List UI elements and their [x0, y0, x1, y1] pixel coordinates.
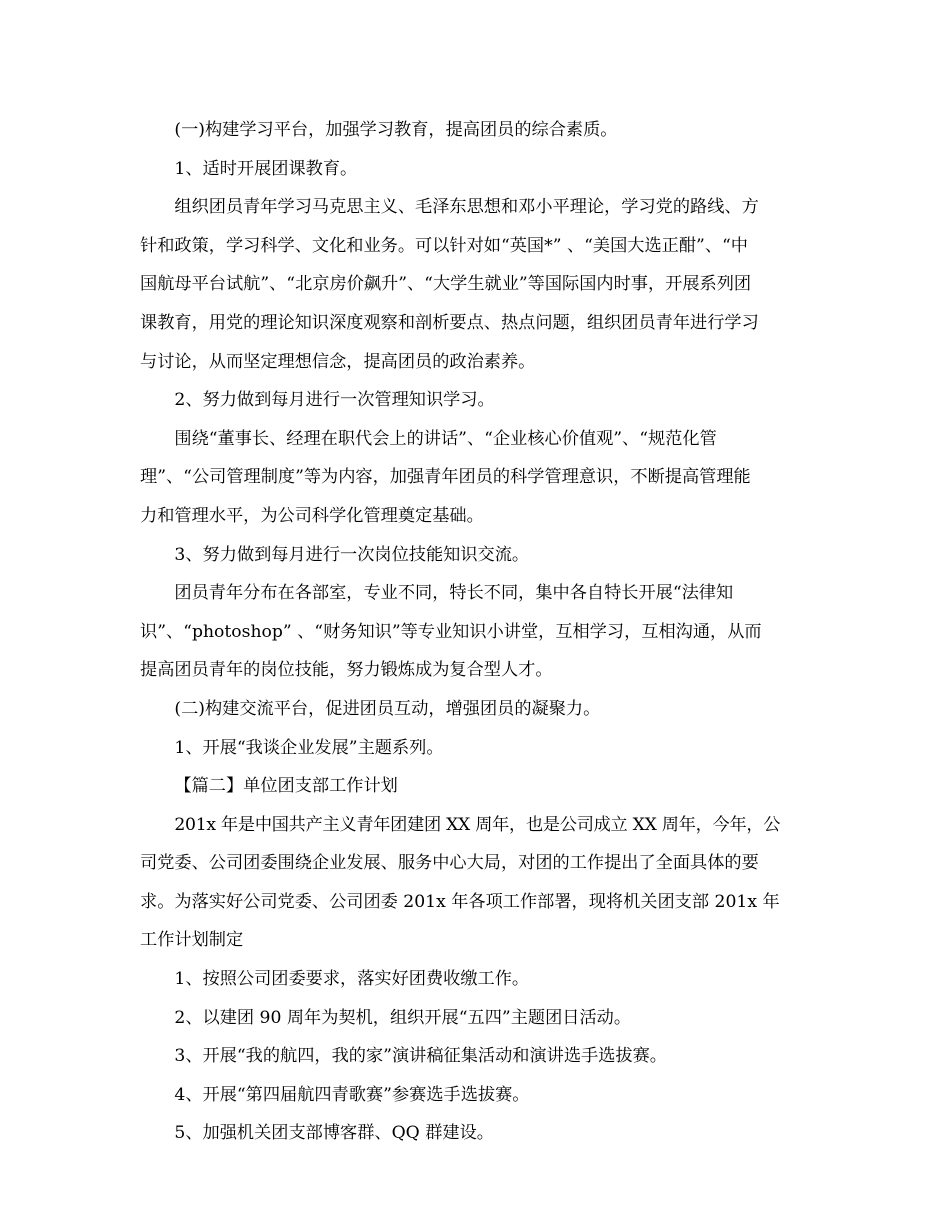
paragraph	[140, 1076, 815, 1115]
paragraph	[140, 188, 815, 381]
paragraph	[140, 806, 815, 960]
paragraph	[140, 111, 815, 150]
text-line: 针和政策，学习科学、文化和业务。可以针对如“英国*” 、“美国大选正酣”、“中	[140, 235, 748, 256]
text-line: 工作计划制定	[140, 930, 244, 951]
text-line: 围绕“董事长、经理在职代会上的讲话”、“企业核心价值观”、“规范化管	[174, 428, 717, 449]
paragraph	[140, 1037, 815, 1076]
text-line: 5、加强机关团支部博客群、QQ 群建设。	[174, 1123, 494, 1144]
text-line: 提高团员青年的岗位技能，努力锻炼成为复合型人才。	[140, 660, 553, 681]
text-line: 3、努力做到每月进行一次岗位技能知识交流。	[174, 544, 530, 565]
text-line: 4、开展“第四届航四青歌赛”参赛选手选拔赛。	[174, 1084, 530, 1105]
text-line: 国航母平台试航”、“北京房价飙升”、“大学生就业”等国际国内时事，开展系列团	[140, 274, 752, 295]
text-line: 1、开展“我谈企业发展”主题系列。	[174, 737, 444, 758]
text-line: 理”、“公司管理制度”等为内容，加强青年团员的科学管理意识，不断提高管理能	[140, 467, 751, 488]
text-line: 司党委、公司团委围绕企业发展、服务中心大局，对团的工作提出了全面具体的要	[140, 853, 759, 874]
text-line: 2、努力做到每月进行一次管理知识学习。	[174, 390, 495, 411]
paragraph	[140, 999, 815, 1038]
paragraph	[140, 574, 815, 690]
text-line: 力和管理水平，为公司科学化管理奠定基础。	[140, 505, 484, 526]
text-line: 组织团员青年学习马克思主义、毛泽东思想和邓小平理论，学习党的路线、方	[174, 197, 759, 218]
text-line: (二)构建交流平台，促进团员互动，增强团员的凝聚力。	[174, 698, 601, 719]
text-line: 201x 年是中国共产主义青年团建团 XX 周年，也是公司成立 XX 周年，今年，公	[174, 814, 781, 835]
paragraph	[140, 729, 815, 768]
text-line: 团员青年分布在各部室，专业不同，特长不同，集中各自特长开展“法律知	[174, 583, 734, 604]
text-line: 识”、“photoshop” 、“财务知识”等专业知识小讲堂，互相学习，互相沟通，从而	[140, 621, 762, 642]
paragraph	[140, 960, 815, 999]
paragraph	[140, 767, 815, 806]
text-line: 2、以建团 90 周年为契机，组织开展“五四”主题团日活动。	[174, 1007, 632, 1028]
text-line: 课教育，用党的理论知识深度观察和剖析要点、热点问题，组织团员青年进行学习	[140, 312, 759, 333]
paragraph	[140, 1114, 815, 1153]
text-line: 【篇二】单位团支部工作计划	[174, 776, 398, 797]
text-line: 3、开展“我的航四，我的家”演讲稿征集活动和演讲选手选拔赛。	[174, 1046, 667, 1067]
paragraph	[140, 420, 815, 536]
text-line: (一)构建学习平台，加强学习教育，提高团员的综合素质。	[174, 120, 618, 140]
paragraph	[140, 690, 815, 729]
text-line: 与讨论，从而坚定理想信念，提高团员的政治素养。	[140, 351, 536, 372]
paragraph	[140, 150, 815, 189]
paragraph	[140, 536, 815, 575]
text-line: 1、适时开展团课教育。	[174, 158, 358, 179]
paragraph	[140, 381, 815, 420]
text-line: 求。为落实好公司党委、公司团委 201x 年各项工作部署，现将机关团支部 201x 年	[140, 891, 780, 912]
text-line: 1、按照公司团委要求，落实好团费收缴工作。	[174, 969, 530, 990]
document-page	[140, 111, 815, 1153]
